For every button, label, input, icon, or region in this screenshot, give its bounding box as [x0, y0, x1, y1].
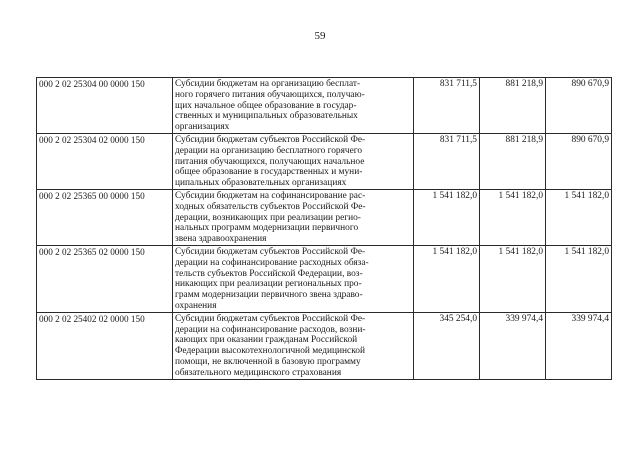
- description-cell: [173, 245, 414, 312]
- table-row: [37, 78, 612, 134]
- budget-code-cell: 000 2 02 25402 02 0000 150: [37, 312, 173, 379]
- amount-cell-3: 1 541 182,0: [546, 189, 612, 245]
- amount-cell-3: 890 670,9: [546, 133, 612, 189]
- description-line: Субсидии бюджетам субъектов Российской Фе-: [175, 313, 366, 324]
- budget-table: [36, 77, 612, 380]
- amount-cell-1: 345 254,0: [414, 312, 480, 379]
- description-line: организациях: [175, 122, 230, 133]
- budget-code-cell: 000 2 02 25365 00 0000 150: [37, 189, 173, 245]
- description-line: ципальных образовательных организациях: [175, 178, 347, 189]
- description-line: кающих при оказании гражданам Российской: [175, 335, 358, 346]
- amount-cell-3: 1 541 182,0: [546, 245, 612, 312]
- amount-cell-1: 1 541 182,0: [414, 245, 480, 312]
- description-line: Субсидии бюджетам субъектов Российской Фе-: [175, 246, 366, 257]
- description-line: ного горячего питания обучающихся, получаю-: [175, 89, 365, 100]
- amount-cell-3: 890 670,9: [546, 78, 612, 134]
- description-line: обязательного медицинского страхования: [175, 367, 342, 378]
- description-line: нальных программ модернизации первичного: [175, 223, 359, 234]
- table-row: [37, 245, 612, 312]
- table-row: [37, 189, 612, 245]
- description-cell: [173, 312, 414, 379]
- description-line: дерации на софинансирование расходных обяза-: [175, 257, 369, 268]
- description-line: тельств субъектов Российской Федерации, воз-: [175, 268, 363, 279]
- description-line: грамм модернизации первичного звена здраво-: [175, 290, 363, 301]
- description-line: общее образование в государственных и муни-: [175, 167, 363, 178]
- budget-code-cell: 000 2 02 25304 02 0000 150: [37, 133, 173, 189]
- table-row: [37, 133, 612, 189]
- description-line: дерации, возникающих при реализации регио-: [175, 212, 361, 223]
- description-line: ственных и муниципальных образовательных: [175, 111, 358, 122]
- description-line: звена здравоохранения: [175, 234, 267, 245]
- description-cell: [173, 189, 414, 245]
- description-line: Субсидии бюджетам на софинансирование рас-: [175, 190, 366, 201]
- description-line: никающих при реализации региональных про-: [175, 279, 362, 290]
- amount-cell-2: 1 541 182,0: [480, 189, 546, 245]
- description-line: питания обучающихся, получающих начальное: [175, 156, 365, 167]
- description-line: дерации на софинансирование расходов, возни-: [175, 324, 366, 335]
- amount-cell-1: 831 711,5: [414, 78, 480, 134]
- description-line: Субсидии бюджетам субъектов Российской Фе-: [175, 134, 366, 145]
- amount-cell-2: 881 218,9: [480, 133, 546, 189]
- description-cell: [173, 78, 414, 134]
- amount-cell-2: 339 974,4: [480, 312, 546, 379]
- budget-code-cell: 000 2 02 25365 02 0000 150: [37, 245, 173, 312]
- description-line: щих начальное общее образование в государ-: [175, 100, 357, 111]
- description-line: дерации на организацию бесплатного горячего: [175, 145, 363, 156]
- table-row: [37, 312, 612, 379]
- budget-code-cell: 000 2 02 25304 00 0000 150: [37, 78, 173, 134]
- amount-cell-1: 1 541 182,0: [414, 189, 480, 245]
- budget-table-body: [37, 78, 612, 380]
- amount-cell-3: 339 974,4: [546, 312, 612, 379]
- description-line: Субсидии бюджетам на организацию бесплат-: [175, 79, 361, 89]
- amount-cell-2: 1 541 182,0: [480, 245, 546, 312]
- description-line: Федерации высокотехнологичной медицинской: [175, 346, 365, 357]
- description-line: ходных обязательств субъектов Российской Фе-: [175, 201, 366, 212]
- amount-cell-2: 881 218,9: [480, 78, 546, 134]
- page-number: 59: [314, 30, 326, 42]
- description-line: помощи, не включенной в базовую программу: [175, 356, 361, 367]
- description-line: охранения: [175, 300, 217, 311]
- amount-cell-1: 831 711,5: [414, 133, 480, 189]
- description-cell: [173, 133, 414, 189]
